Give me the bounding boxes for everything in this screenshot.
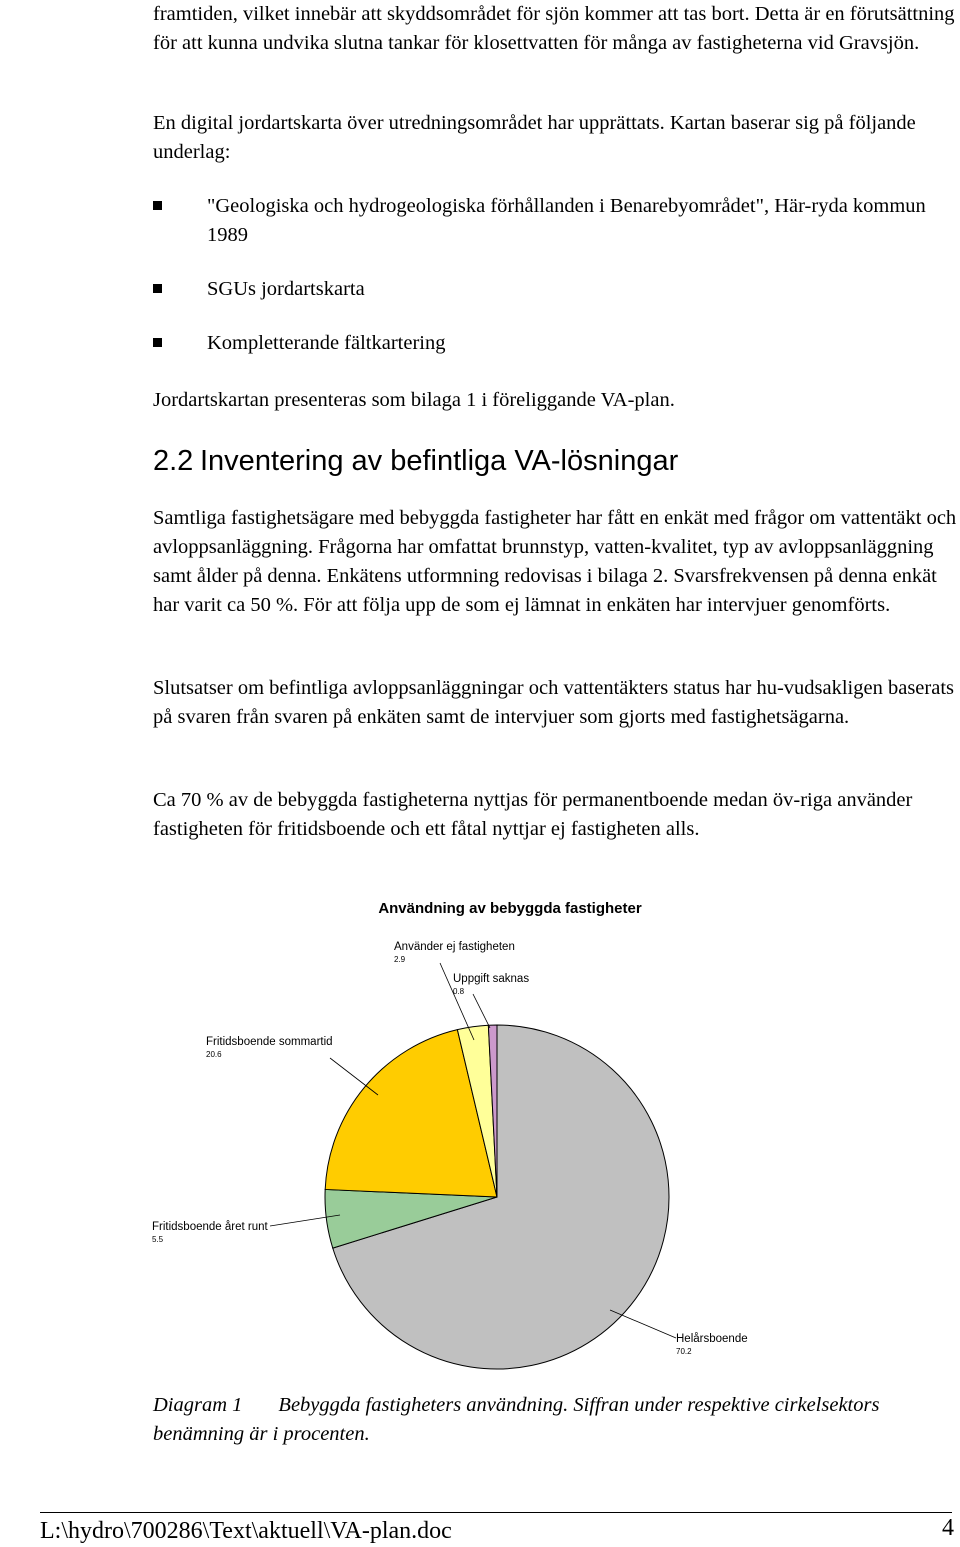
footer-file-path: L:\hydro\700286\Text\aktuell\VA-plan.doc <box>40 1518 452 1544</box>
caption-text: Bebyggda fastigheters användning. Siffran under respektive cirkelsektors benämning är i procenten. <box>153 1394 880 1445</box>
paragraph-conclusions: Slutsatser om befintliga avloppsanläggningar och vattentäkters status har hu-vudsakligen baserats på svaren från svaren på enkäten samt de intervjuer som gjorts med fastighetsägarna. <box>153 677 955 728</box>
footer-divider <box>40 1512 952 1513</box>
slice-value-label: 2.9 <box>394 955 406 964</box>
usage-pie-chart <box>0 880 960 1380</box>
section-number: 2.2 <box>153 445 194 477</box>
paragraph-appendix: Jordartskartan presenteras som bilaga 1 i föreliggande VA-plan. <box>153 389 675 411</box>
slice-value-label: 70.2 <box>676 1347 692 1356</box>
bullet-text: SGUs jordartskarta <box>207 278 365 300</box>
bullet-square-icon <box>153 338 162 347</box>
paragraph-intro: framtiden, vilket innebär att skyddsområdet för sjön kommer att tas bort. Detta är en förutsättning för att kunna undvika slutna tankar för klosettvatten för många av fastigheterna vid Gravsjön. <box>153 3 955 54</box>
slice-label: Fritidsboende året runt <box>152 1221 268 1233</box>
chart-title: Användning av bebyggda fastigheter <box>378 900 642 917</box>
paragraph-soil-map: En digital jordartskarta över utredningsområdet har upprättats. Kartan baserar sig på följande underlag: <box>153 112 916 163</box>
slice-label: Uppgift saknas <box>453 973 530 985</box>
caption-label: Diagram 1 <box>153 1394 243 1416</box>
slice-label: Använder ej fastigheten <box>394 941 515 953</box>
section-title: Inventering av befintliga VA-lösningar <box>200 445 679 477</box>
bullet-text: "Geologiska och hydrogeologiska förhållanden i Benarebyområdet", Här-ryda kommun 1989 <box>207 195 926 246</box>
slice-label: Fritidsboende sommartid <box>206 1036 333 1048</box>
paragraph-survey: Samtliga fastighetsägare med bebyggda fastigheter har fått en enkät med frågor om vattentäkt och avloppsanläggning. Frågorna har omfattat brunnstyp, vatten-kvalitet, typ av avloppsanläggning samt ålder på denna. Enkätens utformning redovisas i bilaga 2. Svarsfrekvensen på denna enkät har varit ca 50 %. För att följa upp de som ej lämnat in enkäten har intervjuer genomförts. <box>153 507 957 616</box>
slice-value-label: 0.8 <box>453 987 465 996</box>
slice-value-label: 20.6 <box>206 1050 222 1059</box>
bullet-text: Kompletterande fältkartering <box>207 332 446 354</box>
leader-line <box>330 1058 378 1095</box>
leader-line <box>610 1310 676 1338</box>
leader-line <box>473 994 490 1028</box>
figure-caption <box>153 1391 960 1449</box>
bullet-square-icon <box>153 284 162 293</box>
paragraph-usage: Ca 70 % av de bebyggda fastigheterna nyttjas för permanentboende medan öv-riga använder fastigheten för fritidsboende och ett fåtal nyttjar ej fastigheten alls. <box>153 789 913 840</box>
section-heading <box>153 444 193 478</box>
bullet-square-icon <box>153 201 162 210</box>
page-number: 4 <box>942 1515 954 1541</box>
slice-label: Helårsboende <box>676 1333 748 1345</box>
slice-value-label: 5.5 <box>152 1235 164 1244</box>
